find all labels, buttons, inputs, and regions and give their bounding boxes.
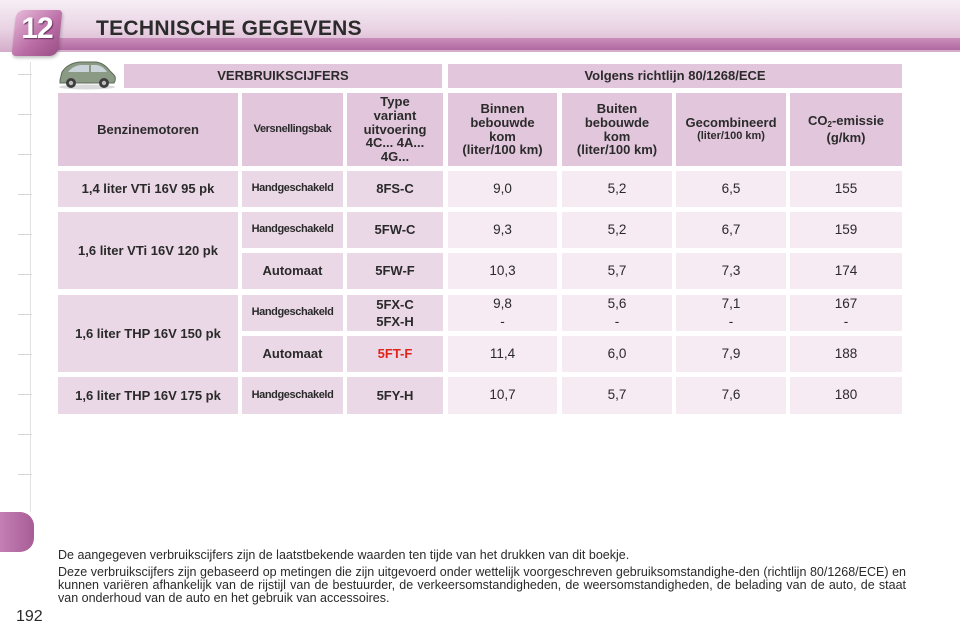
chapter-tabs — [0, 62, 34, 562]
combined-value: 6,5 — [676, 171, 786, 207]
column-header-type-line: 4C... 4A... — [365, 135, 425, 151]
gearbox-cell: Handgeschakeld — [242, 295, 343, 331]
type-code-cell — [347, 295, 443, 331]
column-header-co2 — [790, 93, 902, 166]
type-code-variant: 5FX-C — [376, 296, 414, 312]
urban-value-line: 9,8 — [493, 296, 512, 312]
combined-value: 7,6 — [676, 377, 786, 414]
column-header-extra-urban — [562, 93, 672, 166]
co2-value: 159 — [790, 212, 902, 248]
gearbox-cell: Handgeschakeld — [242, 171, 343, 207]
tab-edge — [30, 62, 34, 512]
column-header-combined-title: Gecombineerd — [685, 115, 777, 131]
extra-urban-value-line: 5,6 — [607, 296, 627, 312]
combined-value-line: 7,1 — [721, 296, 741, 312]
note-paragraph: Deze verbruikscijfers zijn gebaseerd op metingen die zijn uitgevoerd onder wettelijk voorgeschreven gebruiksomstandighe-den (richtlijn 80/1268/ECE) en kunnen variëren afhankelijk van de rijstijl van de bestuurder, de verkeersomstandigheden, de weersomstandigheden, de belading van de auto, de staat van onderhoud van de auto en het gebruik van accessoires. — [58, 565, 906, 606]
co2-value-line: - — [843, 313, 849, 329]
co2-subscript: 2 — [827, 120, 832, 130]
column-header-co2-unit: (g/km) — [826, 129, 866, 145]
co2-value: 180 — [790, 377, 902, 414]
column-header-co2-title — [808, 114, 884, 129]
combined-value — [676, 295, 786, 331]
gearbox-cell: Automaat — [242, 253, 343, 289]
chapter-number: 12 — [21, 12, 53, 45]
column-header-combined — [676, 93, 786, 166]
column-header-extra-urban-line: kom — [603, 128, 631, 144]
combined-value: 6,7 — [676, 212, 786, 248]
type-code-cell: 8FS-C — [347, 171, 443, 207]
extra-urban-value: 5,2 — [562, 212, 672, 248]
column-header-urban-line: (liter/100 km) — [462, 142, 543, 158]
car-icon — [56, 58, 118, 90]
urban-value: 9,3 — [448, 212, 557, 248]
column-header-type — [347, 93, 443, 166]
urban-value: 9,0 — [448, 171, 557, 207]
engine-cell: 1,6 liter THP 16V 150 pk — [58, 295, 238, 372]
column-header-engine: Benzinemotoren — [58, 93, 238, 166]
extra-urban-value: 5,2 — [562, 171, 672, 207]
co2-value: 155 — [790, 171, 902, 207]
column-header-urban-line: bebouwde — [470, 114, 535, 130]
co2-value: 174 — [790, 253, 902, 289]
type-code-variant: 5FX-H — [376, 313, 414, 329]
gearbox-cell: Automaat — [242, 336, 343, 372]
column-header-type-line: variant — [373, 108, 417, 124]
urban-value: 11,4 — [448, 336, 557, 372]
section-header-consumption: VERBRUIKSCIJFERS — [124, 64, 442, 88]
combined-value-line: - — [728, 313, 734, 329]
column-header-gearbox: Versnellingsbak — [242, 93, 343, 166]
column-header-combined-unit: (liter/100 km) — [697, 130, 765, 143]
co2-suffix: -emissie — [831, 113, 884, 129]
section-header-directive: Volgens richtlijn 80/1268/ECE — [448, 64, 902, 88]
extra-urban-value — [562, 295, 672, 331]
page-number: 192 — [16, 608, 43, 625]
urban-value: 10,7 — [448, 377, 557, 414]
engine-cell: 1,6 liter THP 16V 175 pk — [58, 377, 238, 414]
column-header-type-line: 4G... — [380, 148, 410, 164]
page-title: TECHNISCHE GEGEVENS — [96, 17, 362, 40]
column-header-type-line: Type — [380, 94, 410, 110]
extra-urban-value: 5,7 — [562, 253, 672, 289]
type-code-cell: 5FW-F — [347, 253, 443, 289]
note-paragraph: De aangegeven verbruikscijfers zijn de laatstbekende waarden ten tijde van het drukken van dit boekje. — [58, 548, 630, 562]
extra-urban-value: 6,0 — [562, 336, 672, 372]
urban-value: 10,3 — [448, 253, 557, 289]
combined-value: 7,3 — [676, 253, 786, 289]
column-header-extra-urban-line: Buiten — [596, 101, 638, 117]
engine-cell: 1,6 liter VTi 16V 120 pk — [58, 212, 238, 289]
type-code-cell: 5FT-F — [347, 336, 443, 372]
gearbox-cell: Handgeschakeld — [242, 212, 343, 248]
urban-value — [448, 295, 557, 331]
engine-cell: 1,4 liter VTi 16V 95 pk — [58, 171, 238, 207]
type-code-cell: 5FW-C — [347, 212, 443, 248]
gearbox-cell: Handgeschakeld — [242, 377, 343, 414]
column-header-extra-urban-line: bebouwde — [584, 114, 650, 130]
co2-value-line: 167 — [834, 296, 858, 312]
column-header-type-line: uitvoering — [363, 121, 427, 137]
extra-urban-value-line: - — [614, 313, 620, 329]
co2-value: 188 — [790, 336, 902, 372]
urban-value-line: - — [500, 313, 505, 329]
type-code-cell: 5FY-H — [347, 377, 443, 414]
active-chapter-tab — [0, 512, 34, 552]
co2-value — [790, 295, 902, 331]
column-header-extra-urban-line: (liter/100 km) — [576, 142, 658, 158]
column-header-urban — [448, 93, 557, 166]
column-header-urban-line: kom — [489, 128, 516, 144]
co2-prefix: CO — [808, 113, 828, 129]
combined-value: 7,9 — [676, 336, 786, 372]
column-header-urban-line: Binnen — [480, 101, 525, 117]
extra-urban-value: 5,7 — [562, 377, 672, 414]
